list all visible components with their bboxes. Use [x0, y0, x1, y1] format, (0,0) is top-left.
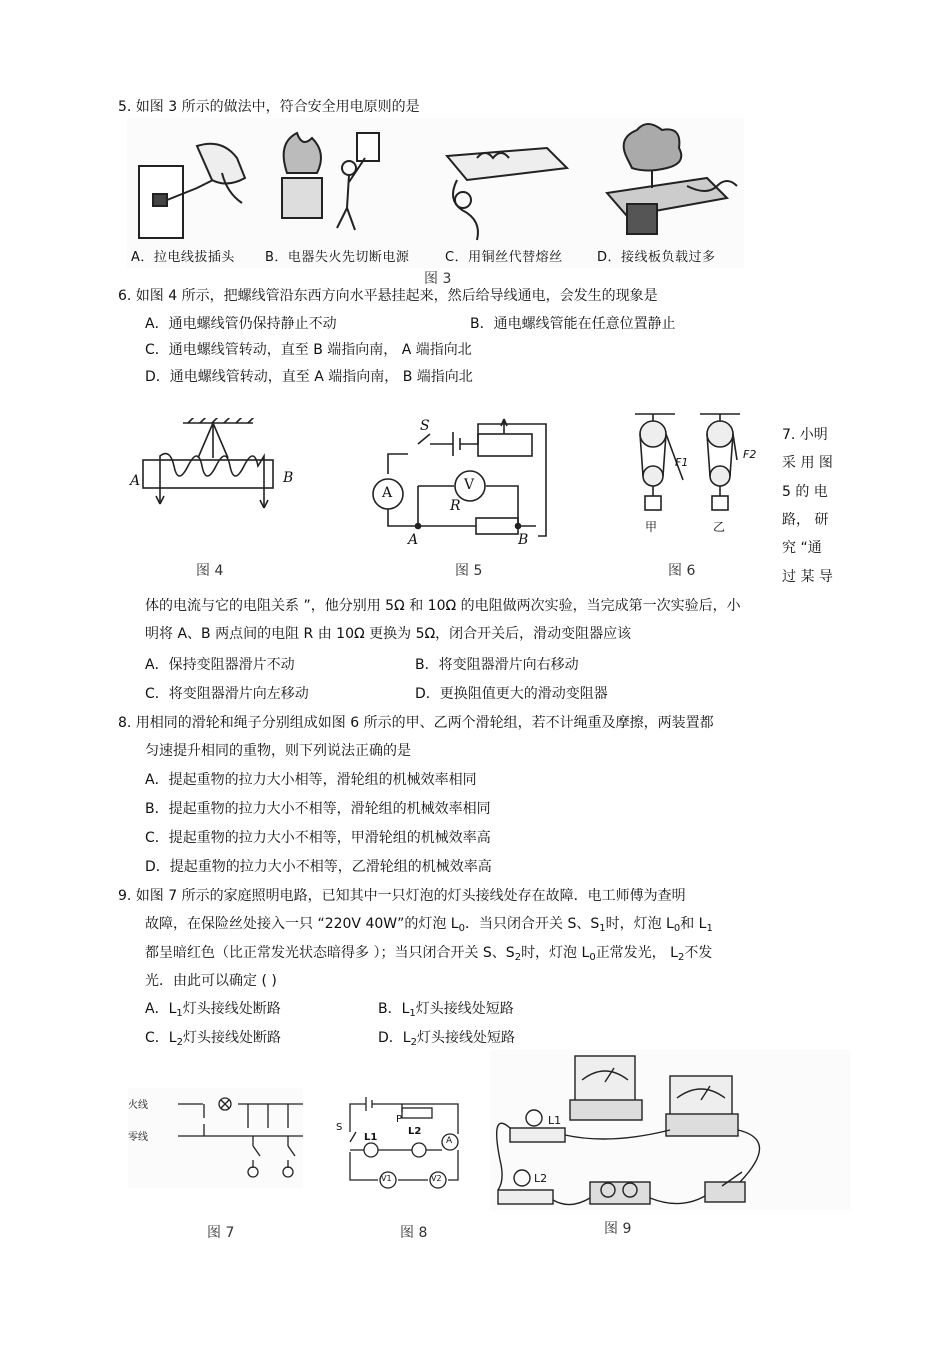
q9-option-c-prefix: C．L — [145, 1030, 177, 1046]
q7-line-1: 体的电流与它的电阻关系 ”，他分别用 5Ω 和 10Ω 的电阻做两次实验，当完成第一次实验后，小 — [145, 598, 741, 614]
fig3-option-b: B．电器失火先切断电源 — [265, 250, 410, 265]
q9-line-3d: 不发 — [684, 945, 713, 961]
figure-5 — [368, 414, 553, 549]
fig3-c-drawing — [447, 148, 567, 240]
fig6-label-f2: F2 — [743, 448, 757, 461]
q7-side-line-4: 路， 研 — [782, 512, 829, 528]
fig3-option-d: D．接线板负载过多 — [597, 250, 716, 265]
q9-sub-2a: 2 — [514, 952, 522, 963]
q9-option-b-prefix: B．L — [378, 1001, 410, 1017]
figure-8-circuit — [330, 1092, 465, 1192]
q7-side-line-2: 采 用 图 — [782, 455, 833, 471]
fig5-voltmeter-label: V — [464, 477, 475, 493]
fig8-v2-label: V2 — [431, 1174, 442, 1183]
fig8-caption: 图 8 — [400, 1225, 428, 1241]
q9-option-d-sub: 2 — [410, 1037, 417, 1048]
q7-side-line-3: 5 的 电 — [782, 484, 828, 500]
q9-option-a-prefix: A．L — [145, 1001, 177, 1017]
fig7-neutral-wire-label: 零线 — [128, 1132, 148, 1143]
q9-line-4: 光．由此可以确定 ( ) — [145, 973, 277, 989]
q8-option-a: A．提起重物的拉力大小相等，滑轮组的机械效率相同 — [145, 772, 477, 788]
q9-option-a — [145, 998, 281, 1019]
q9-line-3c: 正常发光， L — [595, 945, 678, 961]
q7-side-line-1: 7. 小明 — [782, 427, 828, 443]
q9-option-d-prefix: D．L — [378, 1030, 411, 1046]
q8-option-b: B．提起重物的拉力大小不相等，滑轮组的机械效率相同 — [145, 801, 491, 817]
q9-line-2a: 故障，在保险丝处接入一只 “220V 40W”的灯泡 L — [145, 916, 459, 932]
fig8-ammeter-label: A — [446, 1136, 453, 1146]
q7-option-b: B．将变阻器滑片向右移动 — [415, 657, 579, 673]
figure-7-circuit — [128, 1088, 303, 1188]
fig5-caption: 图 5 — [455, 563, 483, 579]
q7-option-d: D．更换阻值更大的滑动变阻器 — [415, 686, 608, 702]
q6-option-b: B．通电螺线管能在任意位置静止 — [470, 316, 676, 332]
fig5-point-a: A — [408, 532, 419, 548]
q9-option-d-text: 灯头接线处短路 — [416, 1030, 515, 1046]
q9-line-1: 9. 如图 7 所示的家庭照明电路，已知其中一只灯泡的灯头接线处存在故障．电工师傅为查明 — [118, 888, 686, 904]
q9-option-b-text: 灯头接线处短路 — [415, 1001, 514, 1017]
q9-line-3a: 都呈暗红色（比正常发光状态暗得多 ）；当只闭合开关 S、S — [145, 945, 515, 961]
figure-4-solenoid — [128, 418, 298, 533]
q9-option-c-text: 灯头接线处断路 — [182, 1030, 281, 1046]
q8-option-d: D．提起重物的拉力大小不相等，乙滑轮组的机械效率高 — [145, 859, 492, 875]
q8-option-c: C．提起重物的拉力大小不相等，甲滑轮组的机械效率高 — [145, 830, 491, 846]
q9-option-a-text: 灯头接线处断路 — [182, 1001, 281, 1017]
figure-5-circuit — [368, 414, 553, 549]
q9-line-2 — [145, 913, 713, 934]
fig6-label-yi: 乙 — [713, 520, 726, 534]
q9-sub-0c: 0 — [589, 952, 596, 963]
figure-4 — [128, 418, 298, 533]
fig5-label-r: R — [450, 498, 461, 514]
q9-option-b-sub: 1 — [409, 1008, 416, 1019]
figure-8 — [330, 1092, 465, 1192]
q9-sub-2b: 2 — [677, 952, 685, 963]
q8-line-1: 8. 用相同的滑轮和绳子分别组成如图 6 所示的甲、乙两个滑轮组，若不计绳重及摩擦，两装置都 — [118, 715, 714, 731]
q9-line-3b: 时，灯泡 L — [521, 945, 590, 961]
fig6-label-jia: 甲 — [645, 520, 658, 534]
fig3-d-drawing — [607, 124, 737, 234]
figure-3 — [127, 118, 744, 268]
fig4-caption: 图 4 — [196, 563, 224, 579]
q7-side-line-6: 过 某 导 — [782, 569, 833, 585]
figure-7 — [128, 1088, 303, 1188]
q6-option-a: A．通电螺线管仍保持静止不动 — [145, 316, 337, 332]
fig8-label-s: S — [336, 1122, 343, 1133]
q9-line-2b: ．当只闭合开关 S、S — [465, 916, 600, 932]
fig5-point-b: B — [518, 532, 529, 548]
fig6-caption: 图 6 — [668, 563, 696, 579]
fig5-ammeter-label: A — [382, 485, 393, 501]
fig7-live-wire-label: 火线 — [128, 1100, 148, 1111]
q9-sub-0a: 0 — [458, 923, 465, 934]
q9-option-d — [378, 1027, 515, 1048]
figure-6 — [625, 410, 775, 540]
q9-sub-1a: 1 — [599, 923, 606, 934]
q7-option-c: C．将变阻器滑片向左移动 — [145, 686, 309, 702]
fig4-label-b: B — [283, 470, 294, 486]
fig3-caption: 图 3 — [424, 271, 452, 287]
q7-line-2: 明将 A、B 两点间的电阻 R 由 10Ω 更换为 5Ω，闭合开关后，滑动变阻器应该 — [145, 626, 632, 642]
fig9-label-l2: L2 — [534, 1172, 548, 1185]
q9-option-c — [145, 1027, 281, 1048]
fig7-caption: 图 7 — [207, 1225, 235, 1241]
q6-stem: 6. 如图 4 所示，把螺线管沿东西方向水平悬挂起来，然后给导线通电，会发生的现象是 — [118, 288, 658, 304]
q8-line-2: 匀速提升相同的重物，则下列说法正确的是 — [145, 743, 411, 759]
fig3-option-c: C．用铜丝代替熔丝 — [445, 250, 563, 265]
figure-9-apparatus — [490, 1050, 850, 1210]
q9-line-2c: 时，灯泡 L — [605, 916, 674, 932]
q9-option-a-sub: 1 — [176, 1008, 183, 1019]
fig8-v1-label: V1 — [381, 1174, 392, 1183]
q9-line-2d: 和 L — [680, 916, 707, 932]
q5-stem: 5. 如图 3 所示的做法中，符合安全用电原则的是 — [118, 99, 420, 115]
q9-sub-0b: 0 — [673, 923, 681, 934]
fig8-label-l1: L1 — [364, 1132, 378, 1143]
q9-option-b — [378, 998, 514, 1019]
fig4-label-a: A — [130, 473, 141, 489]
fig6-label-f1: F1 — [675, 456, 689, 469]
fig3-b-drawing — [282, 133, 379, 230]
q9-sub-1b: 1 — [706, 923, 713, 934]
figure-9 — [490, 1050, 850, 1210]
q9-line-3 — [145, 942, 712, 963]
q9-option-c-sub: 2 — [176, 1037, 183, 1048]
fig5-label-s: S — [420, 418, 430, 434]
fig8-label-p: P — [396, 1114, 403, 1125]
q6-option-d: D．通电螺线管转动，直至 A 端指向南， B 端指向北 — [145, 369, 473, 385]
fig3-a-drawing — [139, 144, 245, 238]
fig3-option-a: A．拉电线拔插头 — [131, 250, 235, 265]
fig9-caption: 图 9 — [604, 1221, 632, 1237]
q7-option-a: A．保持变阻器滑片不动 — [145, 657, 295, 673]
q6-option-c: C．通电螺线管转动，直至 B 端指向南， A 端指向北 — [145, 342, 472, 358]
fig9-label-l1: L1 — [548, 1114, 562, 1127]
q7-side-line-5: 究 “通 — [782, 540, 822, 556]
fig8-label-l2: L2 — [408, 1126, 422, 1137]
